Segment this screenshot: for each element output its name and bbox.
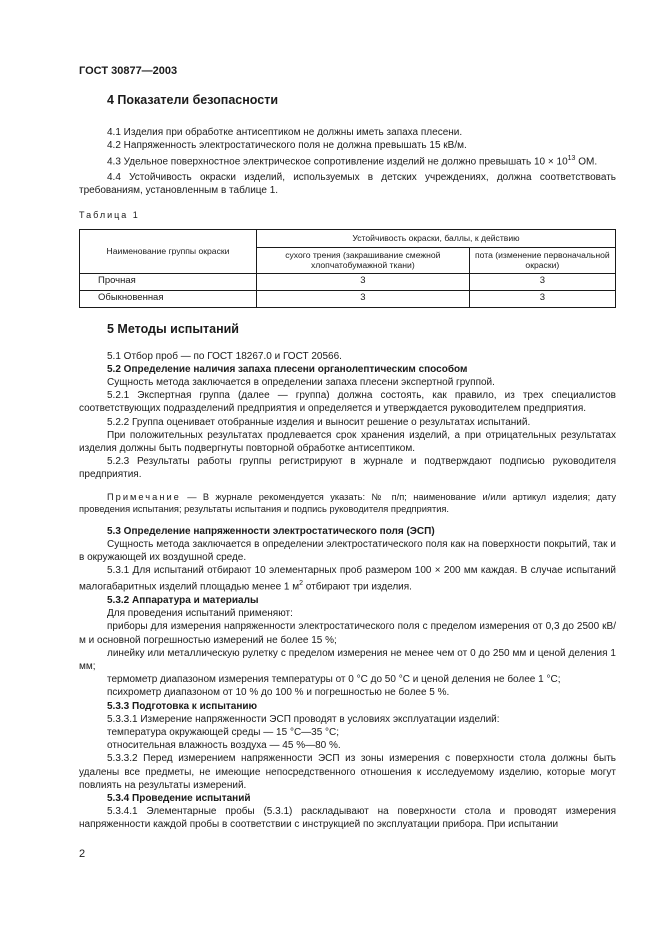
para-5-3-1-tail: отбирают три изделия. — [303, 581, 412, 593]
para-5-3-1 — [79, 564, 616, 594]
table-cell-sweat: 3 — [469, 273, 615, 290]
para-5-3-3-1-a: температура окружающей среды — 15 °С—35 °С; — [107, 726, 340, 738]
para-5-3-1-text: 5.3.1 Для испытаний отбирают 10 элементарных проб размером 100 × 200 мм каждая. В случае испытаний малогабаритных изделий площадью менее 1 м — [79, 565, 616, 593]
para-4-3-text: 4.3 Удельное поверхностное электрическое сопротивление изделий не должно превышать 10 × 10 — [107, 156, 568, 168]
table-header-dry-rubbing: сухого трения (закрашивание смежной хлопчатобумажной ткани) — [257, 247, 470, 273]
para-5-3-text: Сущность метода заключается в определении электростатического поля как на поверхности покрытий, так и в окружающей их воздушной среде. — [79, 538, 616, 563]
note-text: — В журнале рекомендуется указать: № п/п; наименование и/или артикул изделия; дату проведения испытания; результаты испытания и подпись руководителя предприятия. — [79, 491, 616, 515]
para-5-3-4-heading: 5.3.4 Проведение испытаний — [107, 792, 251, 804]
para-5-3-1-exponent: 2 — [299, 580, 304, 588]
para-4-3 — [79, 152, 616, 169]
section-5-title: 5 Методы испытаний — [107, 321, 239, 336]
table-header-group-name: Наименование группы окраски — [80, 229, 257, 273]
table-1-caption: Таблица 1 — [79, 210, 140, 221]
para-4-3-exponent: 13 — [567, 155, 576, 163]
table-row — [80, 273, 616, 290]
section-4-title: 4 Показатели безопасности — [107, 93, 279, 107]
para-5-3-2-heading: 5.3.2 Аппаратура и материалы — [107, 594, 259, 606]
note — [79, 491, 616, 516]
para-5-3-3-1: 5.3.3.1 Измерение напряженности ЭСП проводят в условиях эксплуатации изделий: — [107, 713, 500, 725]
para-5-3-2-b: приборы для измерения напряженности электростатического поля с пределом измерения от 0,3 до 2500 кВ/м и основной погрешностью измерений не более 15 %; — [79, 621, 616, 646]
para-5-3-4-1: 5.3.4.1 Элементарные пробы (5.3.1) раскладывают на поверхности стола и проводят измерения напряженности каждой пробы в соответствии с инструкцией по эксплуатации прибора. При испытании — [79, 806, 616, 831]
para-5-3-3-1-b: относительная влажность воздуха — 45 %—80 %. — [107, 740, 341, 752]
para-5-3-3-2: 5.3.3.2 Перед измерением напряженности ЭСП из зоны измерения с поверхности стола должны быть удалены все предметы, не имеющие непосредственного отношения к исследуемому изделию, которые могут повлиять на результаты измерений. — [79, 753, 616, 791]
para-5-3-2-c: линейку или металлическую рулетку с пределом измерения не менее чем от 0 до 250 мм и ценой деления 1 мм; — [79, 647, 616, 672]
table-cell-group: Обыкновенная — [80, 290, 257, 307]
para-5-2-1: 5.2.1 Экспертная группа (далее — группа) должна состоять, как правило, из трех специалистов соответствующих подразделений предприятия и определяется и утверждается руководителем предприятия. — [79, 390, 616, 415]
page-number: 2 — [79, 848, 86, 860]
para-5-2-2: 5.2.2 Группа оценивает отобранные изделия и выносит решение о результатах испытаний. — [107, 416, 531, 428]
table-header-colour-fastness: Устойчивость окраски, баллы, к действию — [257, 229, 616, 247]
para-5-1: 5.1 Отбор проб — по ГОСТ 18267.0 и ГОСТ 20566. — [107, 350, 342, 362]
para-5-3-2-e: психрометр диапазоном от 10 % до 100 % и погрешностью не более 5 %. — [107, 687, 450, 699]
para-4-2: 4.2 Напряженность электростатического поля не должна превышать 15 кВ/м. — [107, 140, 467, 152]
table-cell-dry: 3 — [257, 290, 470, 307]
para-4-3-unit: ОМ. — [575, 156, 598, 168]
note-label: Примечание — [107, 491, 181, 502]
table-header-sweat: пота (изменение первоначальной окраски) — [469, 247, 615, 273]
para-5-2-2-b: При положительных результатах продлевается срок хранения изделий, а при отрицательных результатах изделия должны быть подвергнуты повторной обработке антисептиком. — [79, 429, 616, 454]
para-5-2-3: 5.2.3 Результаты работы группы регистрируют в журнале и подтверждают подписью руководителя предприятия. — [79, 456, 616, 481]
para-4-4: 4.4 Устойчивость окраски изделий, используемых в детских учреждениях, должна соответствовать требованиям, установленным в таблице 1. — [79, 171, 616, 197]
para-5-3-heading: 5.3 Определение напряженности электростатического поля (ЭСП) — [107, 525, 435, 537]
table-cell-dry: 3 — [257, 273, 470, 290]
para-5-3-2-a: Для проведения испытаний применяют: — [107, 608, 293, 620]
table-row — [80, 290, 616, 307]
para-5-2-heading: 5.2 Определение наличия запаха плесени органолептическим способом — [107, 363, 468, 375]
table-cell-sweat: 3 — [469, 290, 615, 307]
para-5-2-text: Сущность метода заключается в определении запаха плесени экспертной группой. — [107, 376, 495, 388]
para-5-3-3-heading: 5.3.3 Подготовка к испытанию — [107, 700, 258, 712]
para-5-3-2-d: термометр диапазоном измерения температуры от 0 °С до 50 °С и ценой деления не более 1 °С; — [107, 674, 561, 686]
document-body — [79, 93, 616, 832]
para-4-1: 4.1 Изделия при обработке антисептиком не должны иметь запаха плесени. — [107, 127, 463, 138]
table-cell-group: Прочная — [80, 273, 257, 290]
table-1 — [79, 229, 616, 308]
document-header: ГОСТ 30877—2003 — [79, 65, 178, 77]
